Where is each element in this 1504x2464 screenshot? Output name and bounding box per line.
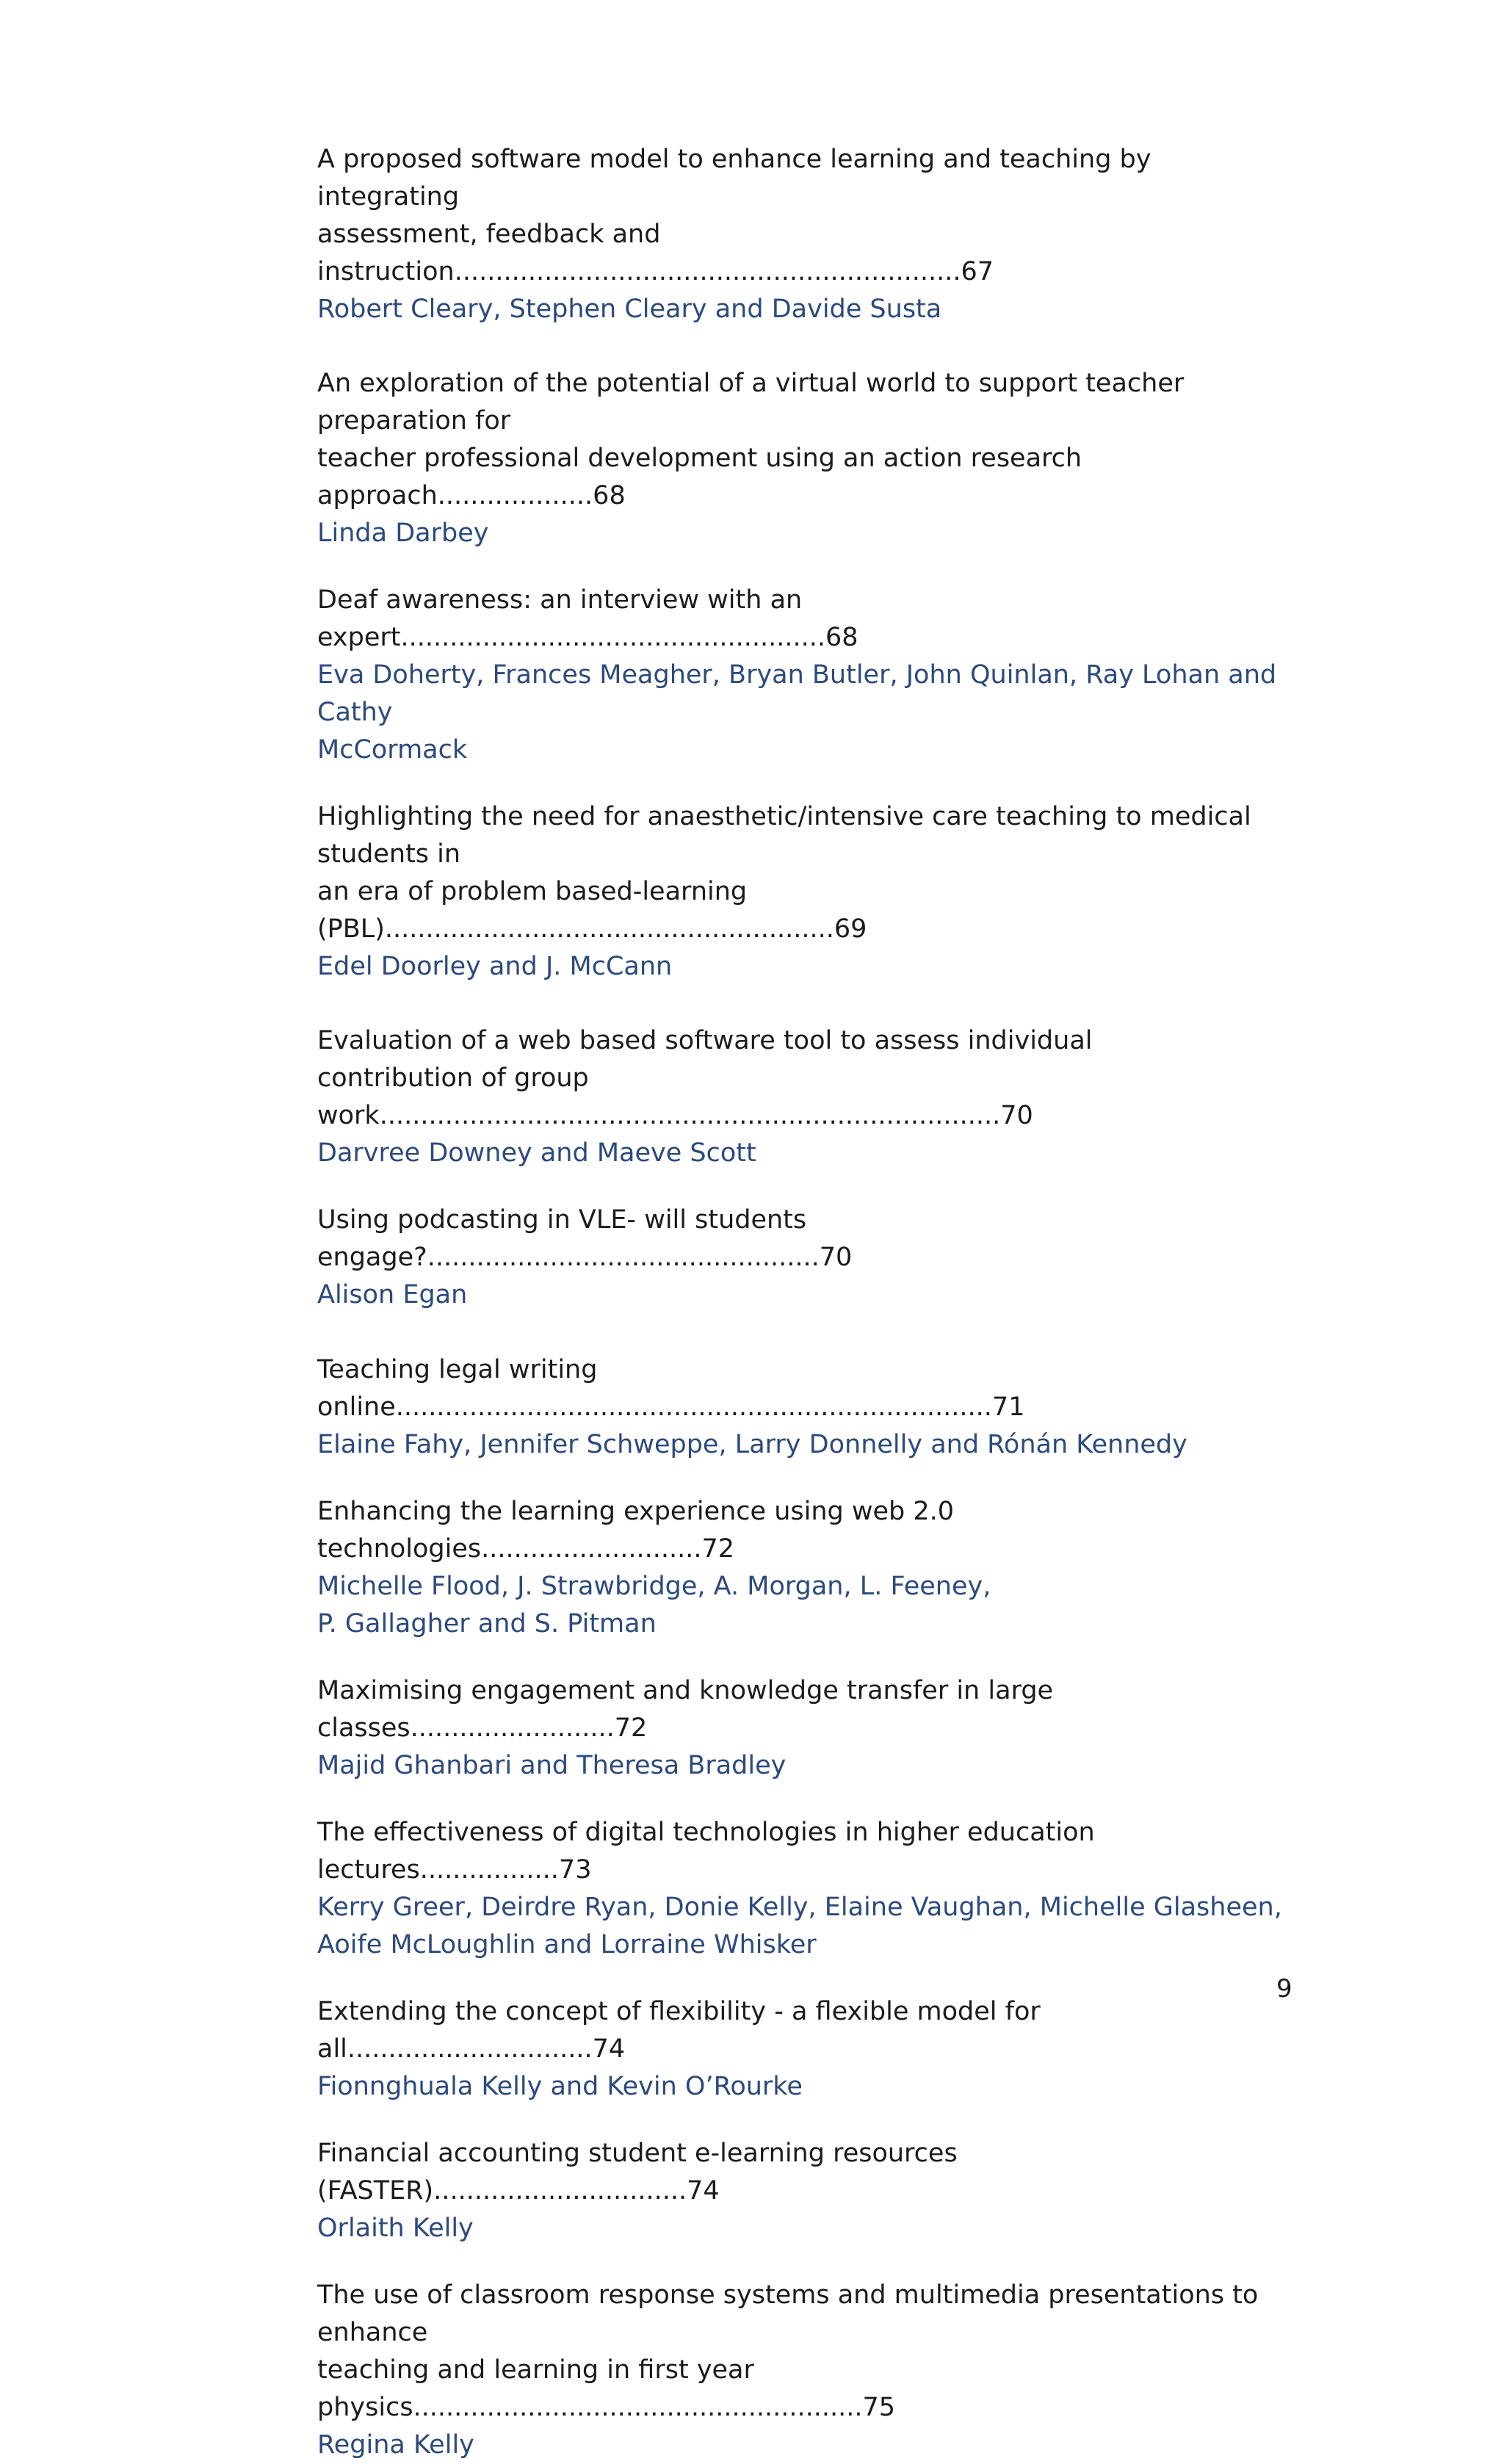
toc-entry-title: An exploration of the potential of a virtual world to support teacher preparation for teacher professional development using an action research approach...................68 (317, 369, 1185, 510)
table-of-contents (317, 141, 1287, 2464)
toc-entry-title: Highlighting the need for anaesthetic/intensive care teaching to medical students in an era of problem based-learning (PBL).......................................................69 (317, 802, 1251, 944)
toc-entry-authors: Linda Darbey (317, 519, 489, 548)
toc-entry-title: Using podcasting in VLE- will students engage?................................................70 (317, 1205, 853, 1272)
toc-entry-authors: Kerry Greer, Deirdre Ryan, Donie Kelly, Elaine Vaughan, Michelle Glasheen, Aoife McLoughlin and Lorraine Whisker (317, 1893, 1282, 1959)
toc-entry (317, 2135, 1287, 2247)
toc-entry (317, 1993, 1287, 2106)
toc-entry-title: Teaching legal writing online.........................................................................71 (317, 1355, 1025, 1422)
toc-entry-authors: Fionnghuala Kelly and Kevin O’Rourke (317, 2072, 803, 2101)
toc-entry (317, 1493, 1287, 1643)
toc-entry-title: Deaf awareness: an interview with an expert....................................................68 (317, 585, 858, 652)
toc-entry-authors: Michelle Flood, J. Strawbridge, A. Morgan, L. Feeney, P. Gallagher and S. Pitman (317, 1572, 991, 1639)
toc-entry (317, 798, 1287, 986)
toc-entry-title: A proposed software model to enhance learning and teaching by integrating assessment, feedback and instruction..............................................................67 (317, 145, 1152, 286)
page-number: 9 (1276, 1974, 1292, 2004)
toc-entry (317, 582, 1287, 769)
toc-entry (317, 1202, 1287, 1314)
toc-entry-authors: Majid Ghanbari and Theresa Bradley (317, 1751, 787, 1780)
toc-entry-title: Evaluation of a web based software tool to assess individual contribution of group work............................................................................70 (317, 1026, 1093, 1130)
toc-entry-title: Maximising engagement and knowledge transfer in large classes.........................72 (317, 1676, 1054, 1743)
toc-entry-title: The effectiveness of digital technologies in higher education lectures.................73 (317, 1818, 1095, 1885)
toc-entry-authors: Elaine Fahy, Jennifer Schweppe, Larry Donnelly and Rónán Kennedy (317, 1430, 1187, 1459)
toc-entry-title: Extending the concept of flexibility - a flexible model for all..............................74 (317, 1997, 1041, 2064)
toc-entry-authors: Regina Kelly (317, 2430, 474, 2460)
toc-entry-authors: Orlaith Kelly (317, 2214, 474, 2243)
toc-entry-authors: Robert Cleary, Stephen Cleary and Davide Susta (317, 295, 942, 324)
toc-entry (317, 141, 1287, 328)
toc-entry (317, 1351, 1287, 1464)
toc-entry-authors: Edel Doorley and J. McCann (317, 952, 673, 981)
toc-entry (317, 1672, 1287, 1785)
toc-entry-title: Financial accounting student e-learning resources (FASTER)...............................74 (317, 2139, 958, 2205)
toc-entry (317, 2277, 1287, 2464)
toc-entry (317, 1022, 1287, 1172)
toc-entry-authors: Darvree Downey and Maeve Scott (317, 1138, 756, 1168)
toc-entry (317, 1814, 1287, 1964)
toc-entry-title: The use of classroom response systems and multimedia presentations to enhance teaching and learning in first year physics.......................................................75 (317, 2280, 1259, 2422)
toc-entry (317, 365, 1287, 552)
toc-entry-title: Enhancing the learning experience using web 2.0 technologies...........................72 (317, 1497, 955, 1564)
toc-entry-authors: Alison Egan (317, 1280, 468, 1309)
toc-entry-authors: Eva Doherty, Frances Meagher, Bryan Butler, John Quinlan, Ray Lohan and Cathy McCormack (317, 660, 1277, 765)
